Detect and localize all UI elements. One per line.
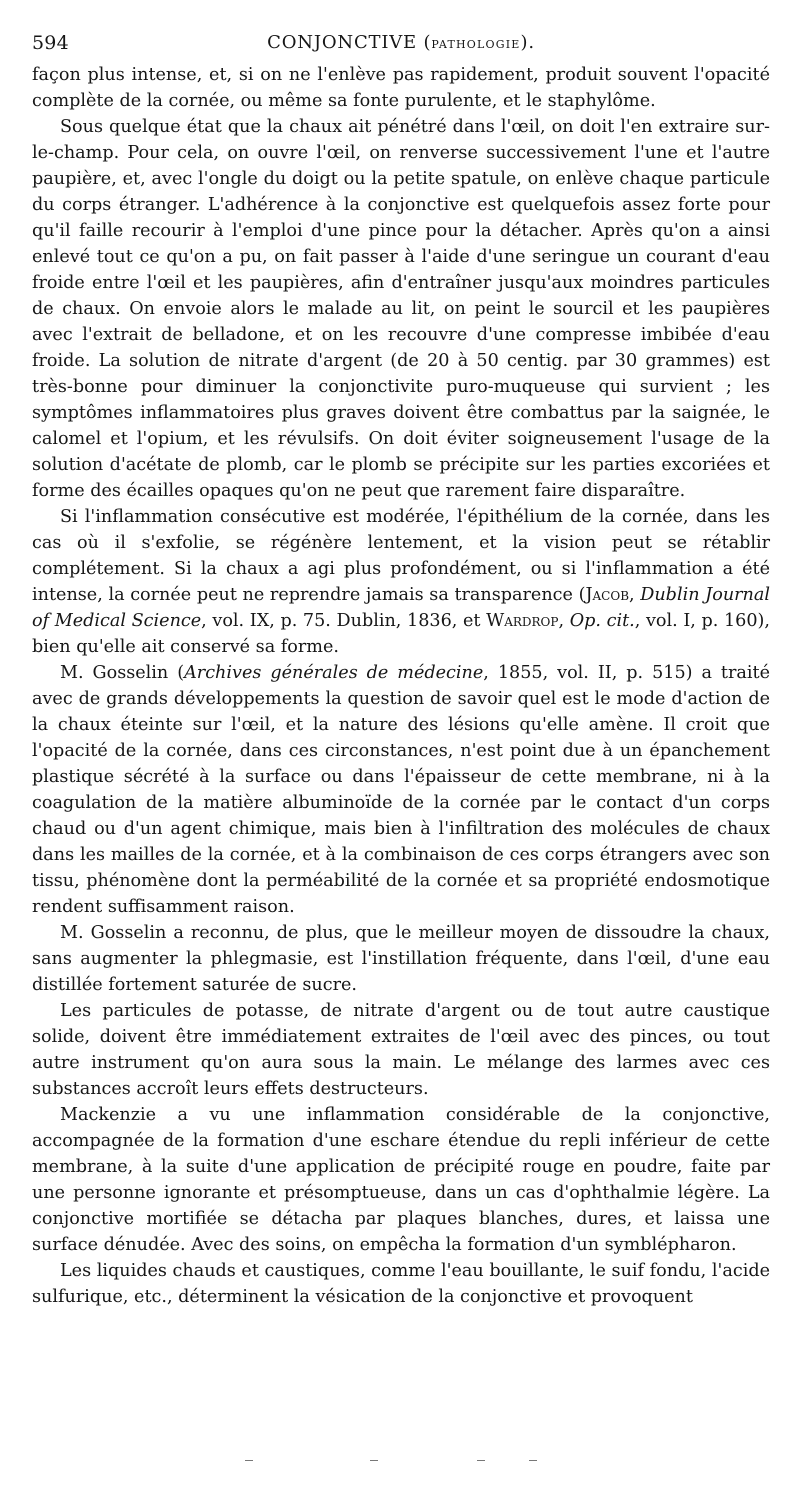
- page-number: 594: [32, 32, 69, 54]
- text-segment: Les particules de potasse, de nitrate d'argent ou de tout autre caustique solide, doivent être immédiatement extraites de l'œil avec des pinces, ou tout autre instrument qu'on aura sous la main. Le mélange des larmes avec ces substances accroît leurs effets destructeurs.: [32, 1001, 770, 1099]
- text-segment: , vol. I, p. 160), bien qu'elle ait conservé sa forme.: [32, 611, 770, 657]
- running-title: [32, 32, 770, 53]
- text-segment: M. Gosselin a reconnu, de plus, que le meilleur moyen de dissoudre la chaux, sans augmenter la phlegmasie, est l'instillation fréquente, dans l'œil, d'une eau distillée fortement saturée de sucre.: [32, 923, 770, 995]
- text-segment: ,: [558, 611, 570, 631]
- citation-title: Dublin Journal of Medical Science: [32, 585, 771, 631]
- footer-dash: [245, 1460, 253, 1461]
- footer-dash: [529, 1460, 537, 1461]
- text-segment: façon plus intense, et, si on ne l'enlève pas rapidement, produit souvent l'opacité complète de la cornée, ou même sa fonte purulente, et le staphylôme.: [32, 65, 770, 111]
- text-segment: Mackenzie a vu une inflammation considérable de la conjonctive, accompagnée de la formation d'une eschare étendue du repli inférieur de cette membrane, à la suite d'une application de précipité rouge en poudre, faite par une personne ignorante et présomptueuse, dans un cas d'ophthalmie légère. La conjonctive mortifiée se détacha par plaques blanches, dures, et laissa une surface dénudée. Avec des soins, on empêcha la formation d'un symblépharon.: [32, 1105, 770, 1255]
- citation-title: Archives générales de médecine: [184, 663, 484, 683]
- page-header: [32, 24, 770, 62]
- citation-title: Op. cit.: [569, 611, 635, 631]
- body-text: [32, 62, 770, 1310]
- running-title-close: ).: [520, 32, 535, 53]
- text-segment: , 1855, vol. II, p. 515) a traité avec de grands développements la question de savoir quel est le mode d'action de la chaux éteinte sur l'œil, et la nature des lésions qu'elle amène. Il croit que l'opacité de la cornée, dans ces circonstances, n'est point due à un épanchement plastique sécrété à la surface ou dans l'épaisseur de cette membrane, ni à la coagulation de la matière albuminoïde de la cornée par le contact d'un corps chaud ou d'un agent chimique, mais bien à l'infiltration des molécules de chaux dans les mailles de la cornée, et à la combinaison de ces corps étrangers avec son tissu, phénomène dont la perméabilité de la cornée et sa propriété endosmotique rendent suffisamment raison.: [32, 663, 771, 917]
- footer-marks: [32, 1460, 770, 1474]
- text-segment: Sous quelque état que la chaux ait pénétré dans l'œil, on doit l'en extraire sur-le-champ. Pour cela, on ouvre l'œil, on renverse successivement l'une et l'autre paupière, et, avec l'ongle du doigt ou la petite spatule, on enlève chaque particule du corps étranger. L'adhérence à la conjonctive est quelquefois assez forte pour qu'il faille recourir à l'emploi d'une pince pour la détacher. Après qu'on a ainsi enlevé tout ce qu'on a pu, on fait passer à l'aide d'une seringue un courant d'eau froide entre l'œil et les paupières, afin d'entraîner jusqu'aux moindres particules de chaux. On envoie alors le malade au lit, on peint le sourcil et les paupières avec l'extrait de belladone, et on les recouvre d'une compresse imbibée d'eau froide. La solution de nitrate d'argent (de 20 à 50 centig. par 30 grammes) est très-bonne pour diminuer la conjonctivite puro-muqueuse qui survient ; les symptômes inflammatoires plus graves doivent être combattus par la saignée, le calomel et l'opium, et les révulsifs. On doit éviter soigneusement l'usage de la solution d'acétate de plomb, car le plomb se précipite sur les parties excoriées et forme des écailles opaques qu'on ne peut que rarement faire disparaître.: [32, 117, 770, 501]
- book-page: [32, 24, 770, 1484]
- paragraph: [32, 1102, 770, 1258]
- author-name: Jacob: [585, 585, 630, 605]
- paragraph: [32, 1258, 770, 1310]
- paragraph: [32, 504, 770, 660]
- text-segment: ,: [629, 585, 641, 605]
- footer-dash: [370, 1460, 378, 1461]
- paragraph: [32, 998, 770, 1102]
- running-title-sub: PATHOLOGIE: [431, 38, 521, 51]
- paragraph: [32, 920, 770, 998]
- text-segment: Les liquides chauds et caustiques, comme l'eau bouillante, le suif fondu, l'acide sulfurique, etc., déterminent la vésication de la conjonctive et provoquent: [32, 1261, 770, 1307]
- paragraph: [32, 114, 770, 504]
- text-segment: , vol. IX, p. 75. Dublin, 1836, et: [201, 611, 487, 631]
- text-segment: Si l'inflammation consécutive est modérée, l'épithélium de la cornée, dans les cas où il s'exfolie, se régénère lentement, et la vision peut se rétablir complétement. Si la chaux a agi plus profondément, ou si l'inflammation a été intense, la cornée peut ne reprendre jamais sa transparence (: [32, 507, 770, 605]
- author-name: Wardrop: [486, 611, 559, 631]
- footer-dash: [477, 1460, 485, 1461]
- paragraph: [32, 62, 770, 114]
- paragraph: [32, 660, 770, 920]
- running-title-main: CONJONCTIVE (: [267, 32, 432, 53]
- text-segment: M. Gosselin (: [60, 663, 185, 683]
